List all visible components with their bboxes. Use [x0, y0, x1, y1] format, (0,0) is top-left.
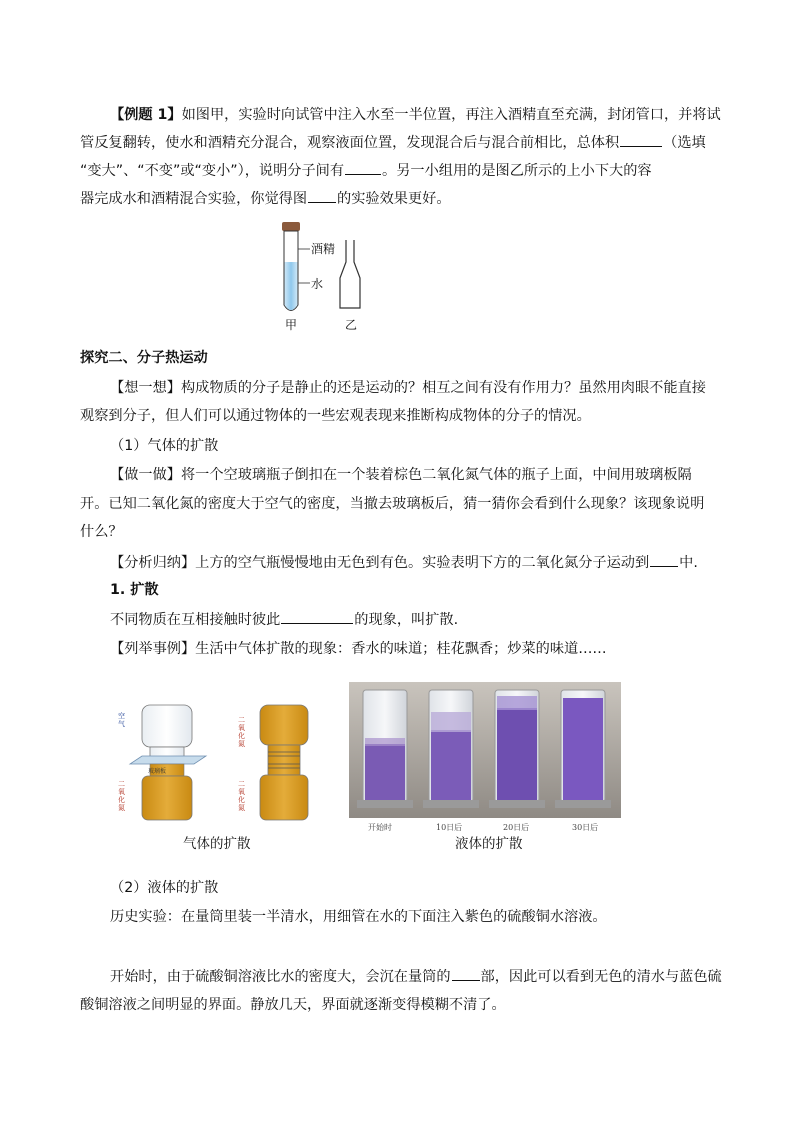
water-label: 水 — [311, 277, 324, 291]
answer-blank-definition — [281, 609, 353, 624]
gas-diffusion-caption: 气体的扩散 — [183, 836, 251, 852]
cylinder-10-days — [423, 690, 479, 808]
photo-label-start: 开始时 — [368, 823, 392, 832]
start-line-1: 开始时，由于硫酸铜溶液比水的密度大，会沉在量筒的 部，因此可以看到无色的清水与蓝色硫 — [110, 966, 722, 987]
answer-blank-moves-to — [650, 552, 678, 567]
glass-plate — [130, 756, 206, 764]
do-line-3: 什么？ — [80, 524, 123, 540]
glass-plate-label: 玻璃板 — [148, 768, 167, 775]
start-line-2: 酸铜溶液之间明显的界面。静放几天，界面就逐渐变得模糊不清了。 — [80, 997, 506, 1013]
cylinder-photos — [349, 682, 621, 818]
do-line-2: 开。已知二氧化氮的密度大于空气的密度，当撤去玻璃板后，猜一猜你会看到什么现象？该现象说明 — [80, 496, 705, 512]
section-heading-2: 探究二、分子热运动 — [80, 350, 208, 366]
figure-jia-label: 甲 — [285, 318, 298, 332]
diffusion-definition: 不同物质在互相接触时彼此 的现象，叫扩散. — [110, 609, 458, 630]
example-line-3: “变大”、“不变”或“变小”），说明分子间有 。另一小组用的是图乙所示的上小下大的容 — [80, 160, 652, 181]
mixed-jar-bottom — [260, 775, 308, 820]
flask-yi — [340, 240, 360, 308]
no2-jar-left — [142, 776, 192, 820]
answer-blank-bottom — [452, 966, 480, 981]
example-line-2: 管反复翻转，使水和酒精充分混合，观察液面位置，发现混合后与混合前相比，总体积 （选填 — [80, 132, 706, 153]
answer-blank-gap — [345, 160, 381, 175]
cylinder-start — [357, 690, 413, 808]
gas-diffusion-figure — [110, 700, 330, 825]
stopper — [282, 222, 300, 231]
do-line-1: 【做一做】将一个空玻璃瓶子倒扣在一个装着棕色二氧化氮气体的瓶子上面，中间用玻璃板隔 — [110, 467, 692, 483]
subheading-gas: （1）气体的扩散 — [110, 438, 219, 454]
analysis-line: 【分析归纳】上方的空气瓶慢慢地由无色到有色。实验表明下方的二氧化氮分子运动到 中. — [110, 552, 698, 573]
air-label: 空气 — [118, 712, 125, 728]
history-line: 历史实验：在量筒里装一半清水，用细管在水的下面注入紫色的硫酸铜水溶液。 — [110, 909, 607, 925]
answer-blank-volume — [620, 132, 662, 147]
mixed-jar-top — [260, 705, 308, 745]
cylinder-30-days — [555, 690, 611, 808]
think-line-1: 【想一想】构成物质的分子是静止的还是运动的？相互之间有没有作用力？虽然用肉眼不能直接 — [110, 380, 706, 396]
air-jar — [142, 705, 192, 747]
answer-blank-figure — [308, 188, 336, 203]
subheading-liquid: （2）液体的扩散 — [110, 880, 219, 896]
example-line-4: 器完成水和酒精混合实验，你觉得图 的实验效果更好。 — [80, 188, 451, 209]
no2-label-right-bottom: 二氧化氮 — [238, 780, 245, 812]
examples-line: 【列举事例】生活中气体扩散的现象：香水的味道；桂花飘香；炒菜的味道…… — [110, 641, 607, 657]
cylinder-20-days — [489, 690, 545, 808]
photo-label-20: 20日后 — [503, 823, 530, 832]
figure-yi-label: 乙 — [345, 318, 358, 332]
photo-label-10: 10日后 — [436, 823, 463, 832]
example-line-1: 【例题 1】如图甲，实验时向试管中注入水至一半位置，再注入酒精直至充满，封闭管口，并将试 — [110, 107, 721, 123]
no2-label-left: 二氧化氮 — [118, 780, 125, 812]
example-label: 【例题 1】 — [110, 107, 182, 123]
alcohol-label: 酒精 — [311, 242, 336, 256]
water-layer — [285, 262, 298, 310]
liquid-diffusion-caption: 液体的扩散 — [455, 836, 523, 852]
no2-label-right-top: 二氧化氮 — [238, 716, 245, 748]
think-line-2: 观察到分子，但人们可以通过物体的一些宏观表现来推断构成物体的分子的情况。 — [80, 408, 591, 424]
photo-label-30: 30日后 — [572, 823, 599, 832]
diffusion-heading: 1. 扩散 — [110, 582, 159, 598]
liquid-diffusion-photo — [349, 682, 621, 818]
